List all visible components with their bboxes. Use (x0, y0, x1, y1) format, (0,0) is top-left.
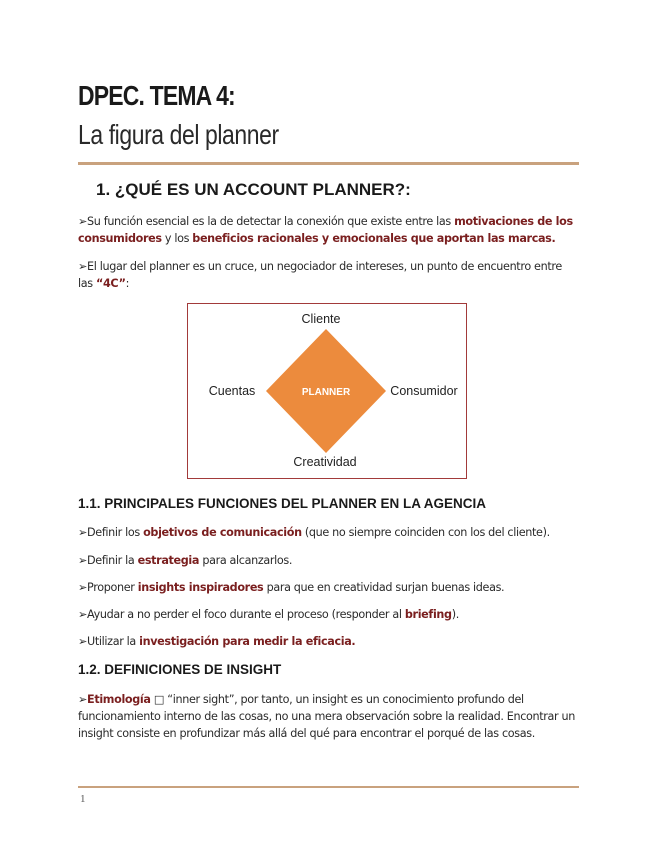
section-1-paragraph-2 (78, 258, 579, 292)
diagram-right-label: Consumidor (390, 384, 458, 398)
function-item (78, 633, 579, 650)
bullet-arrow: ➢ (78, 260, 88, 273)
bullet-arrow: ➢ (78, 215, 88, 228)
section-1-2-heading: 1.2. DEFINICIONES DE INSIGHT (78, 662, 282, 677)
diagram-left-label: Cuentas (208, 384, 256, 398)
highlight-run: estrategia (137, 554, 200, 567)
bullet-arrow: ➢ (78, 581, 88, 594)
text-run: Proponer (87, 581, 138, 594)
highlight-run: “4C” (95, 277, 126, 290)
bullet-arrow: ➢ (78, 608, 88, 621)
document-page (78, 0, 579, 848)
diagram-bottom-label: Creatividad (293, 455, 357, 469)
four-c-diagram (187, 303, 467, 479)
highlight-run: motivaciones de los consumidores (78, 215, 573, 245)
text-run: Utilizar la (87, 635, 140, 648)
text-run: Definir la (87, 554, 138, 567)
section-1-2-paragraph (78, 691, 579, 742)
bullet-arrow: ➢ (78, 693, 88, 706)
section-1-1-heading: 1.1. PRINCIPALES FUNCIONES DEL PLANNER EN LA AGENCIA (78, 496, 487, 511)
highlight-run: briefing (404, 608, 452, 621)
diagram-top-label: Cliente (301, 312, 341, 326)
bullet-arrow: ➢ (78, 635, 88, 648)
highlight-run: Etimología (87, 693, 151, 706)
highlight-run: insights inspiradores (137, 581, 264, 594)
text-run: para que en creatividad surjan buenas ideas. (263, 581, 505, 594)
highlight-run: beneficios racionales y emocionales que aportan las marcas. (192, 232, 556, 245)
highlight-run: objetivos de comunicación (143, 526, 302, 539)
section-1-paragraph-1 (78, 213, 579, 247)
text-run: : (125, 277, 130, 290)
diagram-canvas (188, 304, 465, 477)
text-run: Su función esencial es la de detectar la conexión que existe entre las (87, 215, 455, 228)
footer-divider (78, 786, 579, 788)
text-run: ). (451, 608, 459, 621)
text-run: Ayudar a no perder el foco durante el proceso (responder al (87, 608, 405, 621)
text-run: y los (161, 232, 193, 245)
text-run: (que no siempre coinciden con los del cliente). (301, 526, 550, 539)
text-run: Definir los (87, 526, 144, 539)
bullet-arrow: ➢ (78, 526, 88, 539)
document-title: DPEC. TEMA 4: (78, 80, 235, 111)
text-run: □ “inner sight”, por tanto, un insight es un conocimiento profundo del funcionamiento interno de las cosas, no una mera observación sobre la realidad. Encontrar un insight consiste en profundizar más allá del qué para encontrar el porqué de las cosas. (78, 693, 575, 740)
diagram-center-label: PLANNER (301, 387, 351, 398)
section-1-heading: 1. ¿QUÉ ES UN ACCOUNT PLANNER?: (96, 180, 411, 199)
function-item (78, 524, 579, 541)
function-item (78, 579, 579, 596)
text-run: para alcanzarlos. (199, 554, 293, 567)
bullet-arrow: ➢ (78, 554, 88, 567)
text-run: El lugar del planner es un cruce, un negociador de intereses, un punto de encuentro entre las (78, 260, 562, 290)
highlight-run: investigación para medir la eficacia. (139, 635, 356, 648)
page-number: 1 (80, 793, 86, 805)
function-item (78, 606, 579, 623)
function-item (78, 552, 579, 569)
document-subtitle: La figura del planner (78, 119, 279, 150)
header-divider (78, 162, 579, 165)
